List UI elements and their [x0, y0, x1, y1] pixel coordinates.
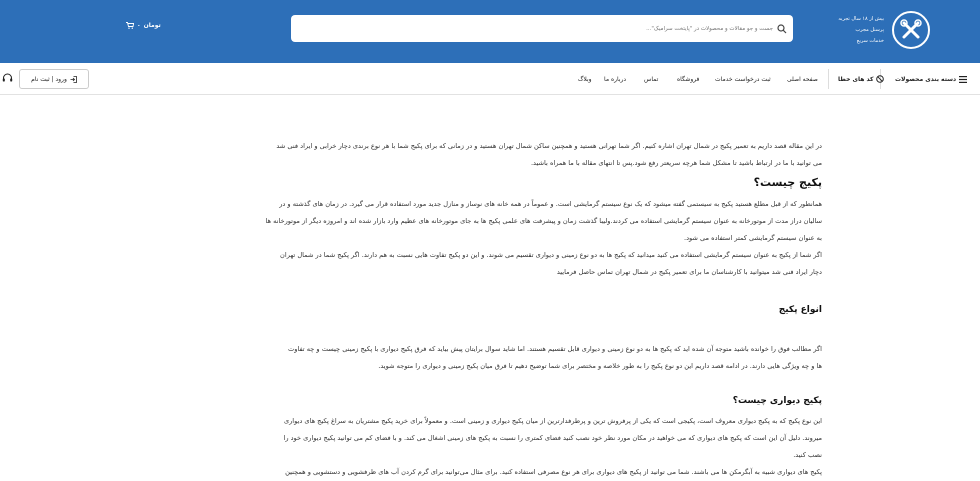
nav-home[interactable] — [787, 63, 818, 95]
article-paragraph: اگر مطالب فوق را خوانده باشید متوجه آن شده اید که پکیج ها به دو نوع زمینی و دیواری قابل تقسیم هستند. اما شاید سوال برایتان پیش بیاید که فرق پکیج دیواری با پکیج زمینی چیست و چه تفاوت — [288, 345, 822, 353]
article-paragraph: پکیج های دیواری شبیه به آبگرمکن ها می باشند. شما می توانید از پکیج های دیواری برای هر نوع مصرفی استفاده کنید. برای مثال می‌توانید برای گرم کردن آب های ظرفشویی و دستشویی و همچنین — [285, 468, 822, 476]
search-icon — [777, 24, 787, 34]
heading-package-types: انواع پکیج — [778, 305, 822, 315]
tagline-line: بیش از ۱۸ سال تجربه — [838, 16, 884, 22]
nav-label: وبلاگ — [578, 75, 592, 83]
article-paragraph: سالیان دراز مدت از موتورخانه به عنوان سیستم گرمایشی استفاده می کردند.ولیبا گذشت زمان و پیشرفت های علمی پکیج ها به جای موتورخانه های عظیم وارد بازار شده اند و امروزه دیگر از موتورخانه ها — [265, 217, 822, 225]
article-paragraph: ها و چه ویژگی هایی دارند. در ادامه قصد داریم این دو نوع پکیج را به طور خلاصه و مختصر برای شما توضیح دهیم تا فرق میان پکیج زمینی و دیواری را متوجه شوید. — [378, 362, 822, 370]
article-paragraph: این نوع پکیج که به پکیج دیواری معروف است، پکیجی است که یکی از پرفروش ترین و پرطرفدارترین از میان پکیج دیواری و زمینی است. و معمولاً برای خرید پکیج مشتریان به سراغ پکیج های دیواری — [283, 417, 822, 425]
main-navbar — [0, 63, 980, 95]
site-header — [0, 0, 980, 63]
article-paragraph: در این مقاله قصد داریم به تعمیر پکیج در شمال تهران اشاره کنیم. اگر شما تهرانی هستید و همچنین ساکن شمال تهران هستید و در زمانی که برای پکیج شما با هر نوع برندی دچار خرابی و ایراد فنی شد — [276, 142, 822, 150]
article-paragraph: همانطور که از قبل مطلع هستید پکیج به سیستمی گفته میشود که یک نوع سیستم گرمایشی است. و عموماً در همه خانه های نوساز و منازل جدید مورد استفاده قرار می گیرد. در زمان های گذشته و در — [279, 200, 822, 208]
nav-error-codes[interactable] — [838, 63, 884, 95]
login-button[interactable] — [19, 69, 89, 89]
article-body — [158, 138, 822, 481]
tagline-line: خدمات سریع — [856, 38, 884, 44]
nav-contact[interactable] — [644, 63, 658, 95]
article-paragraph: نصب کنید. — [793, 451, 822, 459]
nav-label: کد های خطا — [838, 75, 874, 83]
heading-wall-package: پکیج دیواری چیست؟ — [732, 396, 822, 406]
nav-shop[interactable] — [677, 63, 699, 95]
headset-icon[interactable] — [2, 73, 13, 84]
site-logo[interactable] — [892, 4, 930, 56]
login-icon — [70, 76, 77, 83]
nav-about[interactable] — [604, 63, 626, 95]
nav-label: فروشگاه — [677, 75, 700, 83]
cart-label: تومان — [143, 22, 161, 29]
nav-blog[interactable] — [578, 63, 592, 95]
cart-button[interactable] — [126, 22, 161, 29]
nav-label: صفحه اصلی — [787, 75, 818, 83]
article-paragraph: دچار ایراد فنی شد میتوانید با کارشناسان ما برای تعمیر پکیج در شمال تهران تماس حاصل فرمایید — [556, 268, 822, 276]
nav-label: درباره ما — [604, 75, 627, 83]
tagline-line: پرسنل مجرب — [855, 27, 884, 33]
menu-icon — [959, 76, 967, 83]
header-tagline — [810, 14, 884, 47]
search-placeholder: جست و جو مقالات و محصولات در "پایتخت سرامیک"... — [646, 25, 773, 32]
nav-divider — [828, 69, 829, 89]
nav-label: تماس — [644, 75, 659, 83]
cart-icon — [126, 22, 134, 29]
wrench-logo-icon — [892, 11, 930, 49]
block-icon — [876, 75, 884, 83]
article-paragraph: میروند. دلیل آن این است که پکیج های دیواری که می خواهید در مکان مورد نظر خود نصب کنید فضای کمتری را نسبت به پکیج های زمینی اشغال می کند. و با فضای کم می توانید پکیج دیواری خود را — [283, 434, 822, 442]
article-paragraph: به عنوان سیستم گرمایشی کمتر استفاده می شود. — [683, 234, 822, 242]
article-paragraph: اگر شما از پکیج به عنوان سیستم گرمایشی استفاده می کنید میدانید که پکیج ها به دو نوع زمینی و دیواری تقسیم می شوند. و این دو پکیج تفاوت هایی نسبت به هم دارند. اگر پکیج شما در شمال تهران — [280, 251, 822, 259]
article-paragraph: می توانید با ما در ارتباط باشید تا مشکل شما هرچه سریعتر رفع شود.پس تا انتهای مقاله با ما همراه باشید. — [530, 159, 822, 167]
cart-count: ۰ — [137, 22, 141, 29]
nav-label: ثبت درخواست خدمات — [715, 75, 771, 83]
nav-categories[interactable] — [895, 63, 967, 95]
nav-service-request[interactable] — [715, 63, 771, 95]
login-label: ورود | ثبت نام — [31, 75, 67, 83]
nav-label: دسته بندی محصولات — [895, 75, 957, 83]
heading-what-is-package: پکیج چیست؟ — [753, 176, 822, 189]
search-input[interactable] — [291, 15, 793, 42]
